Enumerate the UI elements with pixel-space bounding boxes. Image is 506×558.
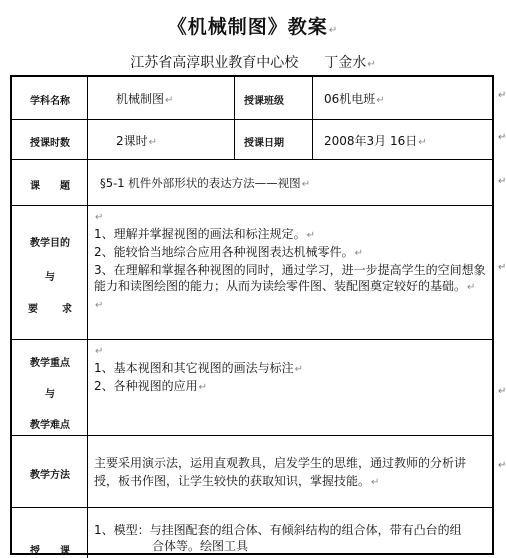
row-topic [12, 159, 492, 206]
page-title: 《机械制图》教案↵ [167, 16, 339, 38]
row-methods [12, 435, 492, 508]
hours-value: 2课时↵ [116, 134, 158, 148]
paragraph-mark: ↵ [328, 25, 339, 36]
row-subject [12, 77, 492, 119]
divider [312, 77, 313, 119]
paragraph-mark: ↵ [498, 386, 506, 397]
row-key-points [12, 339, 492, 436]
author-name: 丁金水 [324, 55, 367, 71]
label-key-points: 教学重点 与 教学难点 [12, 340, 88, 436]
label-tools: 授 课 [12, 508, 88, 558]
list-item: 1、基本视图和其它视图的画法与标注↵ [94, 361, 304, 375]
label-methods: 教学方法 [12, 436, 88, 508]
paragraph-mark: ↵ [498, 460, 506, 471]
key-points-list: ↵ 1、基本视图和其它视图的画法与标注↵ 2、各种视图的应用↵ [94, 342, 488, 396]
tools-text: 1、模型：与挂图配套的组合体、有倾斜结构的组合体，带有凸台的组 合体等。绘图工具 [94, 523, 462, 553]
methods-text: 主要采用演示法，运用直观教具，启发学生的思维，通过教师的分析讲授，板书作图，让学生较快的获取知识，掌握技能。↵ [94, 456, 467, 488]
paragraph-mark: ↵ [498, 90, 506, 101]
row-tools [12, 507, 492, 558]
list-item: 1、理解并掌握视图的画法和标注规定。↵ [94, 227, 316, 241]
date-value: 2008年3月 16日↵ [324, 134, 427, 148]
divider [312, 120, 313, 160]
row-hours [12, 119, 492, 160]
label-class: 授课班级 [244, 96, 284, 107]
label-topic: 课 题 [12, 160, 88, 206]
list-item: 2、能较恰当地综合应用各种视图表达机械零件。↵ [94, 245, 364, 259]
subject-value: 机械制图↵ [116, 92, 174, 106]
divider [234, 77, 235, 119]
list-item: 3、在理解和掌握各种视图的同时，通过学习，进一步提高学生的空间想象能力和读图绘图的能力；从而为读绘零件图、装配图奠定较好的基础。↵ [94, 263, 486, 293]
lesson-table [10, 75, 494, 555]
label-date: 授课日期 [244, 138, 284, 149]
paragraph-mark: ↵ [498, 262, 506, 273]
label-hours: 授课时数 [12, 120, 88, 160]
label-objectives: 教学目的 与 要 求 [12, 206, 88, 340]
class-value: 06机电班↵ [324, 92, 385, 106]
label-subject: 学科名称 [12, 77, 88, 119]
paragraph-mark: ↵ [498, 132, 506, 143]
paragraph-mark: ↵ [367, 59, 376, 70]
row-objectives [12, 205, 492, 340]
paragraph-mark: ↵ [498, 176, 506, 187]
topic-value: §5-1 机件外部形状的表达方法——视图↵ [100, 176, 311, 190]
school-name: 江苏省高淳职业教育中心校 [130, 55, 299, 71]
subtitle [0, 52, 506, 72]
objectives-list: ↵ 1、理解并掌握视图的画法和标注规定。↵ 2、能较恰当地综合应用各种视图表达机械零件。↵ 3、在理解和掌握各种视图的同时，通过学习，进一步提高学生的空间想象能力和读图绘图的能力；从而为读绘零件图、装配图奠定较好的基础。↵ ↵ [94, 208, 488, 314]
list-item: 2、各种视图的应用↵ [94, 379, 208, 393]
divider [234, 120, 235, 160]
